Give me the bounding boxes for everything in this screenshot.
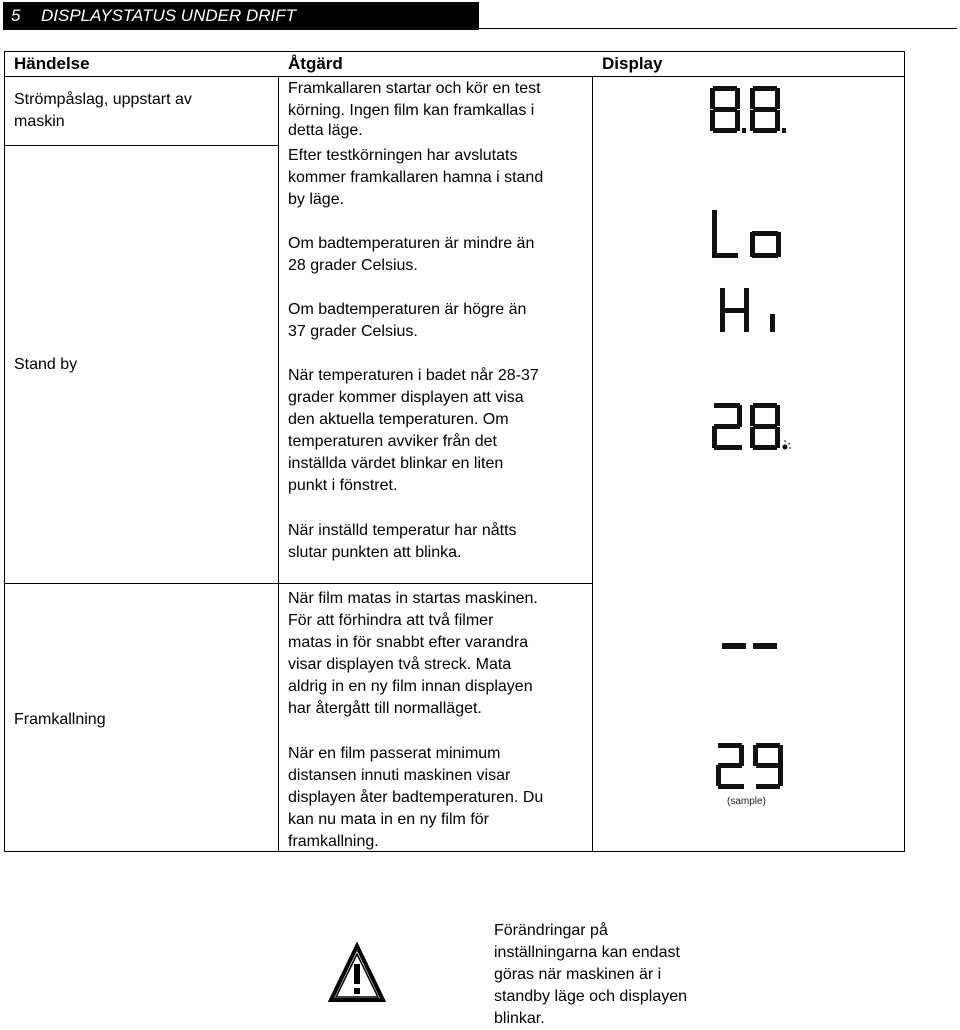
table-border-top [4,51,905,52]
lcd-dot [782,128,786,133]
lcd-dash [722,643,746,649]
lcd-digit-8 [710,86,740,133]
lcd-letter-h [720,288,749,332]
table-row-rule [4,583,593,584]
section-header [3,2,479,30]
action-line: kan nu mata in en ny film för [288,811,489,828]
table-border-left [4,51,5,852]
section-rule [479,28,957,29]
event-cell: Strömpåslag, uppstart av maskin [14,91,192,130]
table-row-rule [4,145,279,146]
event-cell: Stand by [14,356,78,373]
lcd-display-29 [716,743,786,791]
lcd-display-dashes [722,640,778,652]
action-line: har återgått till normalläget. [288,700,482,717]
blinking-dot-icon [783,440,792,450]
lcd-letter-i [770,314,775,332]
lcd-dash [753,643,777,649]
action-line: När en film passerat minimum [288,745,501,762]
action-line: När temperaturen i badet når 28-37 [288,367,539,384]
action-line: För att förhindra att två filmer [288,612,494,629]
action-line: Om badtemperaturen är högre än [288,301,527,318]
action-line: framkallning. [288,833,379,850]
action-line: Om badtemperaturen är mindre än [288,235,535,252]
action-line: 28 grader Celsius. [288,257,418,274]
action-line: by läge. [288,191,345,208]
action-line: slutar punkten att blinka. [288,544,462,561]
lcd-display-hi [720,288,780,334]
lcd-digit-2 [712,403,742,450]
action-line: matas in för snabbt efter varandra [288,634,529,651]
table-header-rule [4,76,905,77]
header-action: Åtgärd [288,54,343,73]
lcd-display-88 [710,86,790,136]
action-line: grader kommer displayen att visa [288,389,524,406]
lcd-digit-9 [753,743,783,789]
warning-line: inställningarna kan endast [494,944,680,961]
section-title: DISPLAYSTATUS UNDER DRIFT [41,6,297,25]
action-line: 37 grader Celsius. [288,323,418,340]
action-line: När film matas in startas maskinen. [288,590,538,607]
action-line: Framkallaren startar och kör en test [288,80,541,97]
table-border-bottom [4,851,905,852]
action-line: temperaturen avviker från det [288,433,497,450]
table-col-rule [278,76,279,852]
section-number: 5 [11,6,21,25]
lcd-digit-8 [750,86,780,133]
lcd-digit-2 [716,743,744,789]
action-line: Efter testkörningen har avslutats [288,147,518,164]
action-line: inställda värdet blinkar en liten [288,455,504,472]
warning-line: standby läge och displayen [494,988,688,1005]
action-line: visar displayen två streck. Mata [288,656,512,673]
action-line: körning. Ingen film kan framkallas i [288,102,535,119]
lcd-digit-8 [750,403,780,450]
event-cell: Framkallning [14,711,106,728]
header-event: Händelse [14,54,90,73]
action-line: När inställd temperatur har nåtts [288,522,517,539]
lcd-letter-l [712,210,738,258]
lcd-dot [742,128,746,133]
header-display: Display [602,54,663,73]
warning-line: göras när maskinen är i [494,966,662,983]
action-line: aldrig in en ny film innan displayen [288,678,533,695]
lcd-display-28 [712,403,792,455]
warning-triangle-icon [328,942,386,1004]
action-line: detta läge. [288,122,363,139]
display-caption: (sample) [727,796,766,807]
action-line: punkt i fönstret. [288,477,398,494]
lcd-display-lo [712,210,787,262]
warning-line: Förändringar på [494,922,608,939]
table-col-rule [592,76,593,852]
action-line: distansen innuti maskinen visar [288,767,511,784]
warning-line: blinkar. [494,1010,545,1027]
table-border-right [904,51,905,852]
lcd-letter-o [750,231,781,258]
warning-note [494,920,724,1030]
action-line: kommer framkallaren hamna i stand [288,169,544,186]
action-line: displayen åter badtemperaturen. Du [288,789,544,806]
action-line: den aktuella temperaturen. Om [288,411,509,428]
